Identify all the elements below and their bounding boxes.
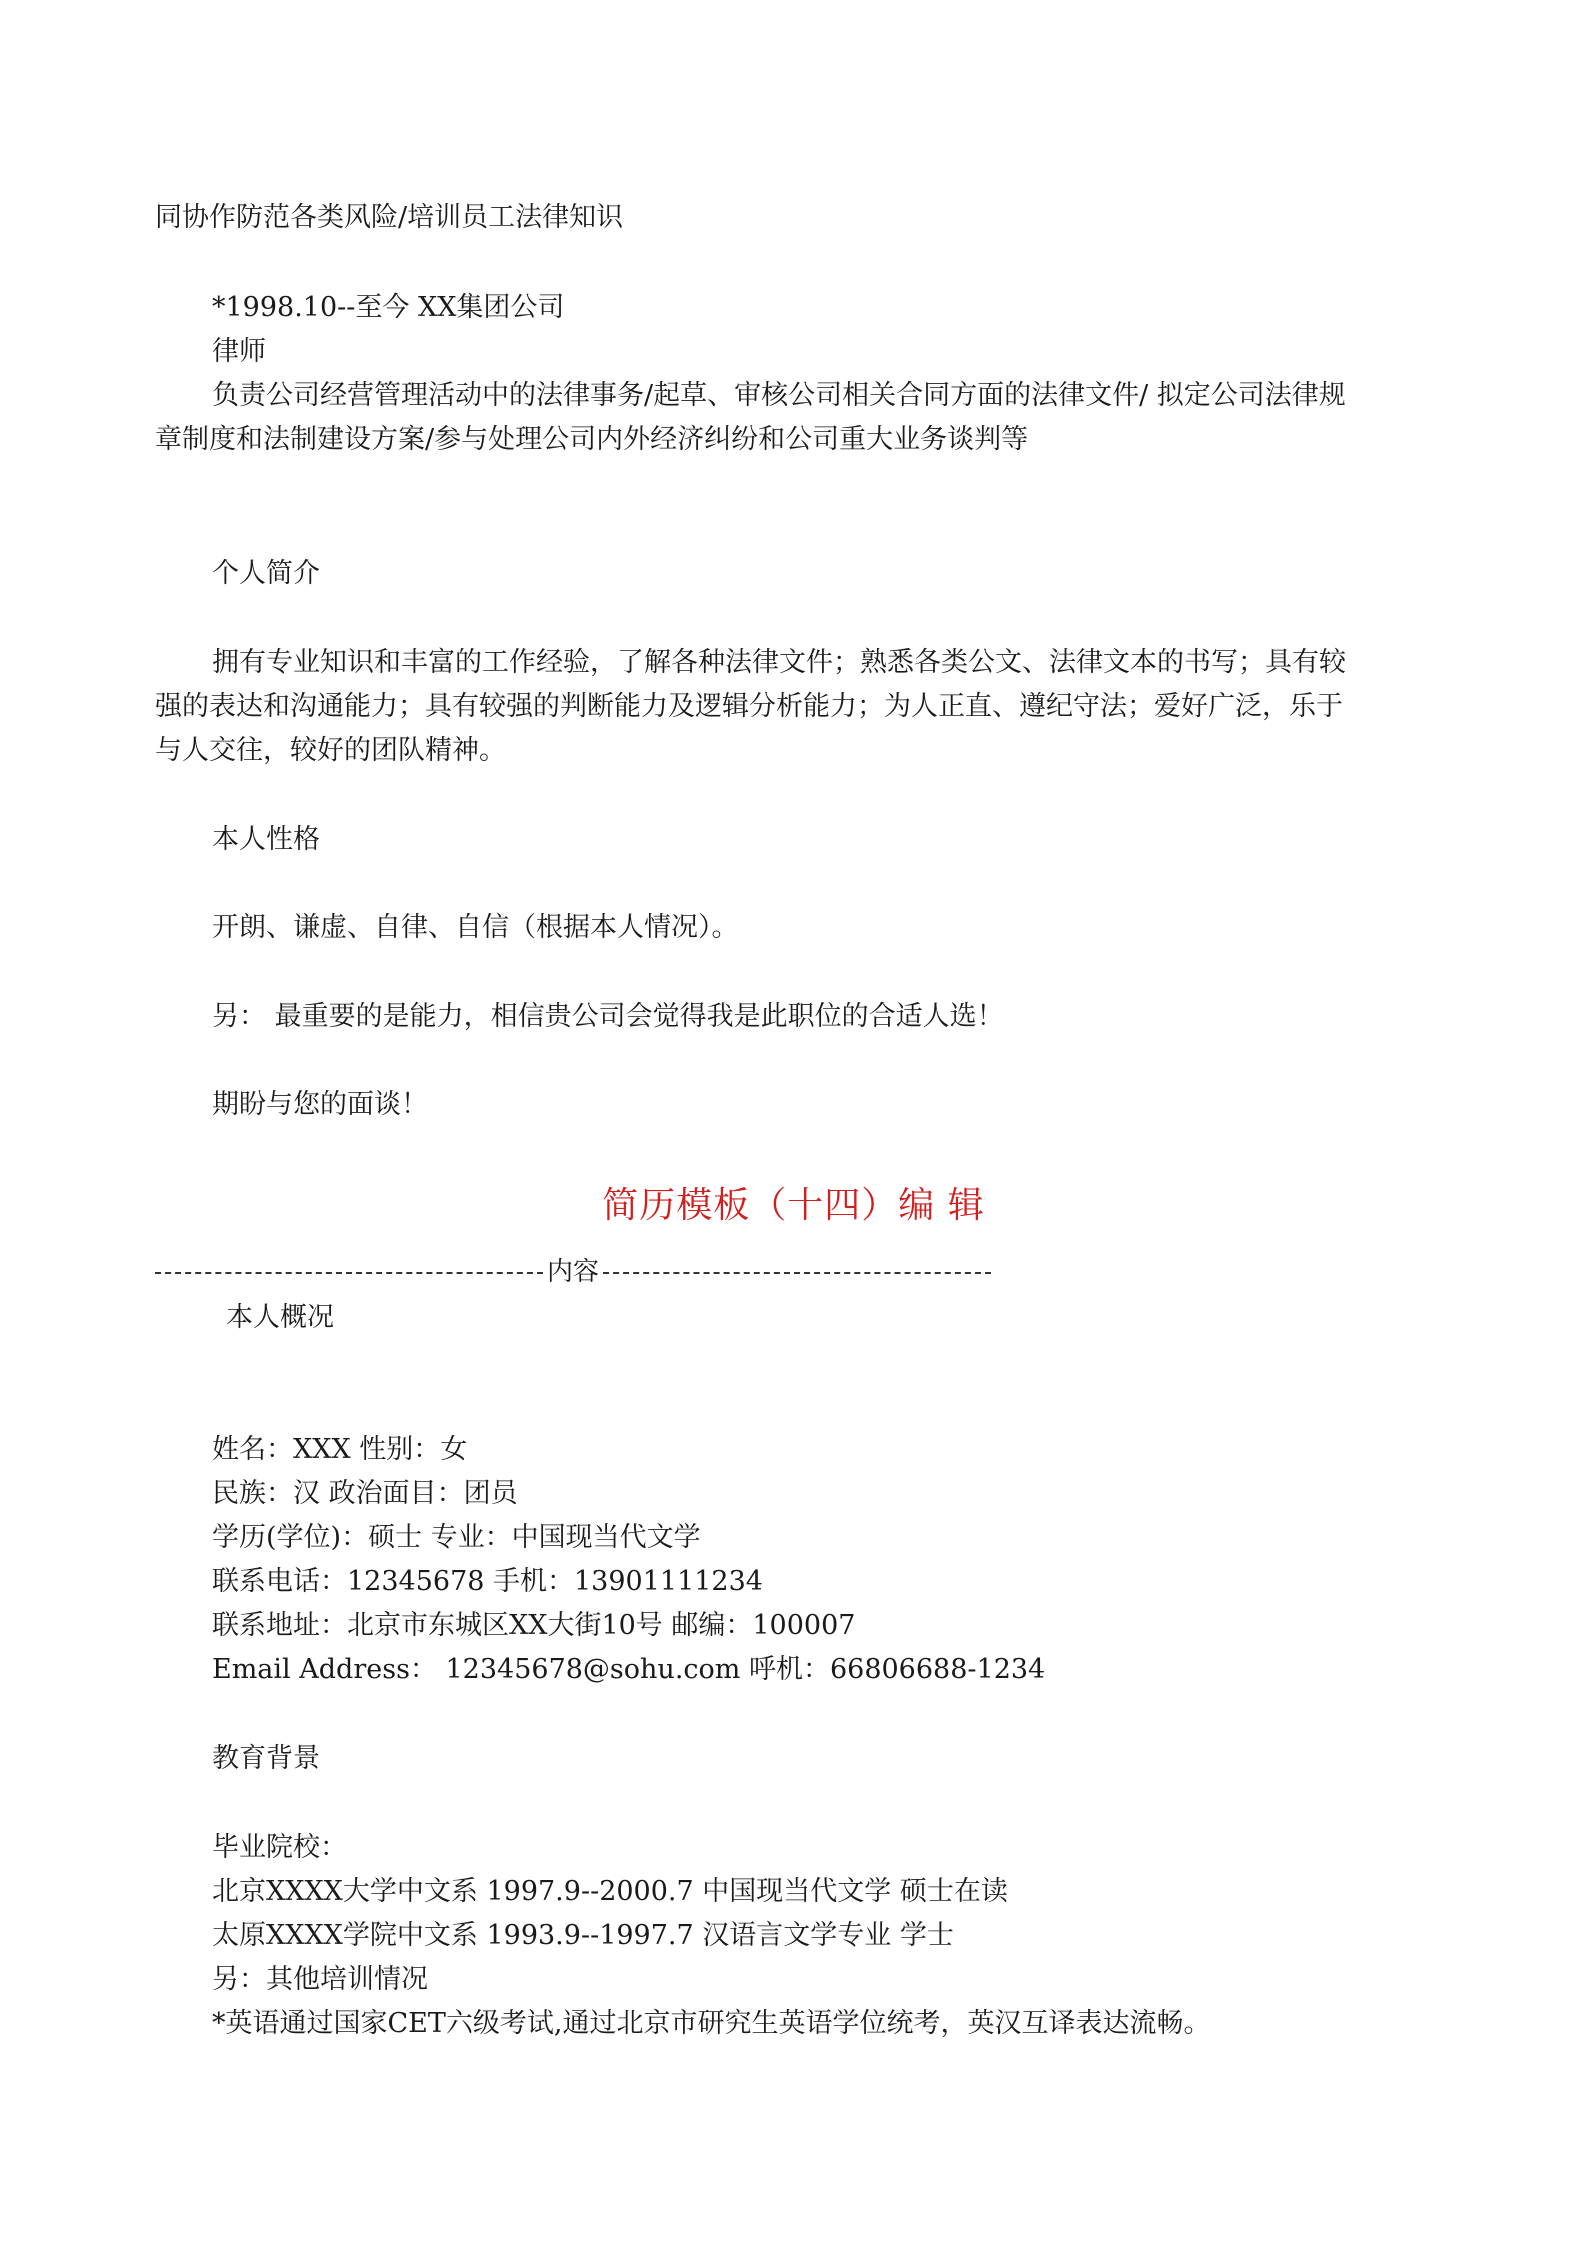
divider-dash-left: [155, 1272, 543, 1274]
content-divider: [155, 1252, 991, 1292]
closing-hope: 期盼与您的面谈！: [212, 1089, 428, 1120]
education-school-2: 太原XXXX学院中文系 1993.9--1997.7 汉语言文学专业 学士: [212, 1920, 954, 1951]
profile-heading: 个人简介: [212, 558, 320, 589]
education-other-training: 另：其他培训情况: [212, 1964, 428, 1995]
divider-label: 内容: [547, 1257, 600, 1287]
info-degree: 学历(学位)：硕士 专业：中国现当代文学: [212, 1522, 701, 1553]
template-title: 简历模板（十四）编 辑: [602, 1185, 985, 1226]
education-english: *英语通过国家CET六级考试,通过北京市研究生英语学位统考，英汉互译表达流畅。: [212, 2008, 1211, 2039]
education-school-1: 北京XXXX大学中文系 1997.9--2000.7 中国现当代文学 硕士在读: [212, 1876, 1008, 1907]
job-description-line-2: 章制度和法制建设方案/参与处理公司内外经济纠纷和公司重大业务谈判等: [155, 424, 1029, 455]
info-name-gender: 姓名：XXX 性别：女: [212, 1434, 468, 1465]
work-duty-line: 同协作防范各类风险/培训员工法律知识: [155, 202, 624, 233]
job-period: *1998.10--至今 XX集团公司: [212, 292, 565, 323]
personality-heading: 本人性格: [212, 824, 320, 855]
profile-line-2: 强的表达和沟通能力；具有较强的判断能力及逻辑分析能力；为人正直、遵纪守法；爱好广泛，乐于: [155, 691, 1343, 722]
info-email: Email Address： 12345678@sohu.com 呼机：66806688-1234: [212, 1654, 1046, 1685]
divider-dash-right: [603, 1272, 991, 1274]
closing-extra: 另： 最重要的是能力，相信贵公司会觉得我是此职位的合适人选！: [212, 1001, 1004, 1032]
education-heading: 教育背景: [212, 1743, 320, 1774]
info-address: 联系地址：北京市东城区XX大街10号 邮编：100007: [212, 1610, 856, 1641]
education-school-label: 毕业院校：: [212, 1832, 347, 1863]
job-description-line-1: 负责公司经营管理活动中的法律事务/起草、审核公司相关合同方面的法律文件/ 拟定公司法律规: [212, 380, 1346, 411]
info-ethnicity: 民族：汉 政治面目：团员: [212, 1478, 518, 1509]
job-title: 律师: [212, 336, 266, 367]
profile-line-1: 拥有专业知识和丰富的工作经验，了解各种法律文件；熟悉各类公文、法律文本的书写；具有较: [212, 647, 1346, 678]
info-phone: 联系电话：12345678 手机：13901111234: [212, 1566, 763, 1597]
personality-text: 开朗、谦虚、自律、自信（根据本人情况）。: [212, 912, 739, 943]
overview-heading: 本人概况: [226, 1302, 334, 1333]
profile-line-3: 与人交往，较好的团队精神。: [155, 735, 506, 766]
